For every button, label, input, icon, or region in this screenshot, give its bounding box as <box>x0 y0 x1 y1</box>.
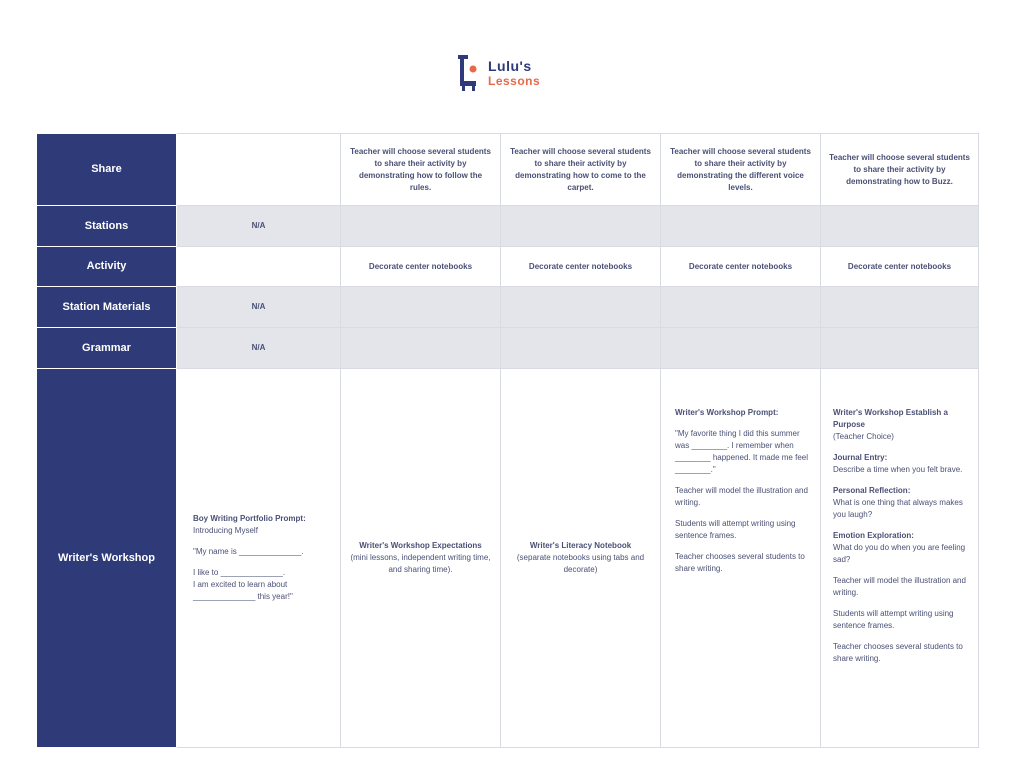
table-row-activity <box>37 247 979 287</box>
ww1-title: Boy Writing Portfolio Prompt: <box>193 514 306 523</box>
activity-cell-2: Decorate center notebooks <box>341 247 501 287</box>
ww5-emotion-text: What do you do when you are feeling sad? <box>833 543 966 564</box>
stations-cell-1: N/A <box>177 206 341 247</box>
ww5-paragraph-1: Teacher will model the illustration and writing. <box>833 576 966 597</box>
ww4-paragraph-3: Teacher chooses several students to share writing. <box>675 552 805 573</box>
ww4-paragraph-1: Teacher will model the illustration and writing. <box>675 486 808 507</box>
grammar-cell-2 <box>341 328 501 369</box>
activity-cell-4: Decorate center notebooks <box>661 247 821 287</box>
stations-cell-2 <box>341 206 501 247</box>
share-cell-1 <box>177 134 341 206</box>
ww5-journal-label: Journal Entry: <box>833 453 888 462</box>
writers-workshop-cell-1 <box>177 369 341 748</box>
station-materials-cell-1: N/A <box>177 287 341 328</box>
giraffe-icon <box>456 53 482 93</box>
writers-workshop-cell-3 <box>501 369 661 748</box>
ww1-subtitle: Introducing Myself <box>193 526 258 535</box>
ww1-prompt-line1: "My name is ______________. <box>193 547 304 556</box>
ww5-subtitle: (Teacher Choice) <box>833 432 894 441</box>
ww2-title: Writer's Workshop Expectations <box>359 541 482 550</box>
row-label-stations: Stations <box>37 206 177 247</box>
table-row-writers-workshop <box>37 369 979 748</box>
ww5-reflection-text: What is one thing that always makes you laugh? <box>833 498 963 519</box>
share-cell-3: Teacher will choose several students to share their activity by demonstrating how to come to the carpet. <box>501 134 661 206</box>
ww3-title: Writer's Literacy Notebook <box>529 541 632 550</box>
stations-cell-5 <box>821 206 979 247</box>
ww5-paragraph-3: Teacher chooses several students to share writing. <box>833 642 963 663</box>
table-row-share <box>37 134 979 206</box>
logo-text-line2: Lessons <box>488 74 541 88</box>
lesson-plan-table <box>36 133 979 748</box>
station-materials-cell-2 <box>341 287 501 328</box>
ww2-body: (mini lessons, independent writing time, and sharing time). <box>350 553 491 574</box>
ww5-title: Writer's Workshop Establish a Purpose <box>833 408 948 429</box>
ww5-paragraph-2: Students will attempt writing using sentence frames. <box>833 609 954 630</box>
grammar-cell-1: N/A <box>177 328 341 369</box>
ww5-emotion-label: Emotion Exploration: <box>833 531 914 540</box>
writers-workshop-cell-5 <box>821 369 979 748</box>
ww1-prompt-line2: I like to ______________. <box>193 568 286 577</box>
stations-cell-3 <box>501 206 661 247</box>
ww4-paragraph-2: Students will attempt writing using sentence frames. <box>675 519 796 540</box>
activity-cell-5: Decorate center notebooks <box>821 247 979 287</box>
share-cell-5: Teacher will choose several students to share their activity by demonstrating how to Buzz. <box>821 134 979 206</box>
row-label-activity: Activity <box>37 247 177 287</box>
ww5-reflection-label: Personal Reflection: <box>833 486 911 495</box>
ww1-prompt-line3: I am excited to learn about ______________ this year!" <box>193 580 293 601</box>
stations-cell-4 <box>661 206 821 247</box>
writers-workshop-cell-2 <box>341 369 501 748</box>
row-label-station-materials: Station Materials <box>37 287 177 328</box>
ww3-body: (separate notebooks using tabs and decorate) <box>516 553 645 574</box>
grammar-cell-3 <box>501 328 661 369</box>
grammar-cell-5 <box>821 328 979 369</box>
row-label-writers-workshop: Writer's Workshop <box>37 369 177 748</box>
station-materials-cell-3 <box>501 287 661 328</box>
row-label-share: Share <box>37 134 177 206</box>
activity-cell-3: Decorate center notebooks <box>501 247 661 287</box>
ww4-title: Writer's Workshop Prompt: <box>675 408 779 417</box>
ww4-prompt: "My favorite thing I did this summer was ________. I remember when ________ happened. It made me feel ________." <box>675 429 808 474</box>
table-row-station-materials <box>37 287 979 328</box>
station-materials-cell-5 <box>821 287 979 328</box>
lulus-lessons-logo <box>456 52 566 94</box>
grammar-cell-4 <box>661 328 821 369</box>
table-row-stations <box>37 206 979 247</box>
station-materials-cell-4 <box>661 287 821 328</box>
share-cell-2: Teacher will choose several students to share their activity by demonstrating how to follow the rules. <box>341 134 501 206</box>
ww5-journal-text: Describe a time when you felt brave. <box>833 465 963 474</box>
table-row-grammar <box>37 328 979 369</box>
share-cell-4: Teacher will choose several students to share their activity by demonstrating the different voice levels. <box>661 134 821 206</box>
row-label-grammar: Grammar <box>37 328 177 369</box>
writers-workshop-cell-4 <box>661 369 821 748</box>
logo-text-line1: Lulu's <box>488 58 532 74</box>
activity-cell-1 <box>177 247 341 287</box>
